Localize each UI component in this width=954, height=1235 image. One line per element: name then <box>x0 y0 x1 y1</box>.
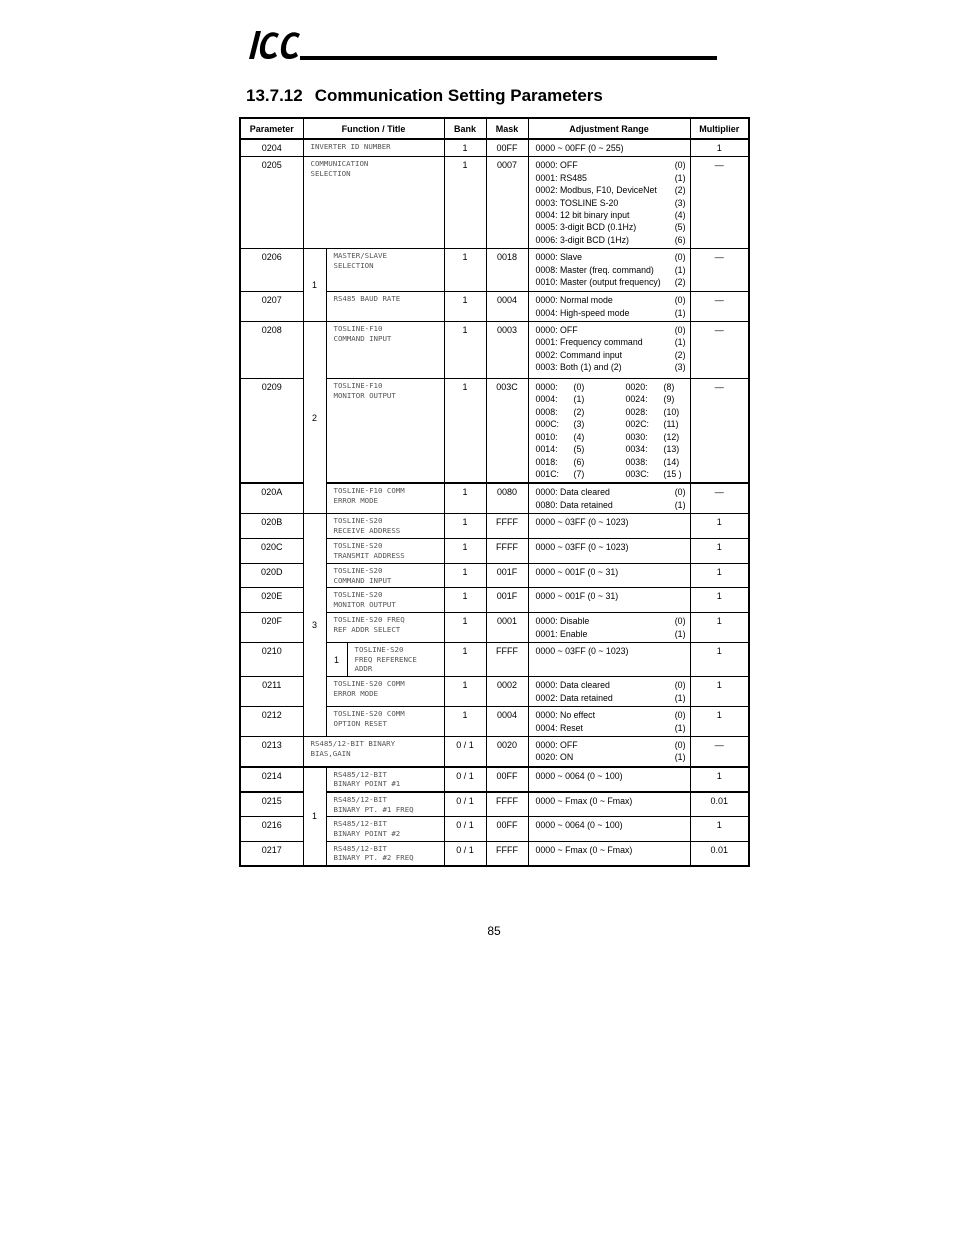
param-number: 020C <box>240 539 303 564</box>
mask-value: 0007 <box>486 157 528 249</box>
function-title: TOSLINE-S20 TRANSMIT ADDRESS <box>326 539 444 564</box>
adjustment-range <box>528 514 690 539</box>
mask-value: 00FF <box>486 139 528 157</box>
table-row <box>240 767 749 792</box>
function-title: COMMUNICATION SELECTION <box>303 157 444 249</box>
range-option-label: 0002: Data retained <box>535 692 613 703</box>
range-option <box>536 645 686 657</box>
range-option-index: (2) <box>674 349 686 360</box>
range-option-index: (0) <box>674 325 686 336</box>
range-code: 001C: <box>535 468 559 479</box>
function-title: TOSLINE-F10 COMMAND INPUT <box>326 322 444 379</box>
range-index: (0) <box>573 382 585 393</box>
range-option <box>536 795 686 807</box>
mask-value: 001F <box>486 564 528 588</box>
range-option-label: 0000 ~ Fmax (0 ~ Fmax) <box>535 795 633 806</box>
range-option <box>536 751 686 763</box>
range-option-label: 0000 ~ 0064 (0 ~ 100) <box>535 770 623 781</box>
range-option-label: 0005: 3-digit BCD (0.1Hz) <box>535 222 637 233</box>
range-option-label: 0006: 3-digit BCD (1Hz) <box>535 234 629 245</box>
table-row <box>240 514 749 539</box>
param-number: 0206 <box>240 249 303 292</box>
function-title: TOSLINE-S20 COMM ERROR MODE <box>326 677 444 707</box>
mask-value: 0001 <box>486 613 528 643</box>
bank-value: 1 <box>444 379 486 484</box>
param-number: 0211 <box>240 677 303 707</box>
multiplier-value: — <box>690 157 749 249</box>
bank-value: 1 <box>444 613 486 643</box>
range-option <box>536 615 686 627</box>
function-title: TOSLINE-F10 COMM ERROR MODE <box>326 483 444 513</box>
range-code: 0028: <box>625 406 648 417</box>
function-title: RS485/12-BIT BINARY PT. #1 FREQ <box>326 792 444 817</box>
multiplier-value: 1 <box>690 817 749 841</box>
mask-value: 00FF <box>486 767 528 792</box>
range-option <box>536 184 686 196</box>
adjustment-range <box>528 767 690 792</box>
mask-value: 0080 <box>486 483 528 513</box>
range-option-index: (1) <box>674 307 686 318</box>
header-adjustment-range: Adjustment Range <box>528 118 690 139</box>
function-title: INVERTER ID NUMBER <box>303 139 444 157</box>
function-title: MASTER/SLAVE SELECTION <box>326 249 444 292</box>
range-index: (6) <box>573 456 585 467</box>
mask-value: 0002 <box>486 677 528 707</box>
param-number: 020F <box>240 613 303 643</box>
range-option-label: 0000 ~ 00FF (0 ~ 255) <box>535 143 624 153</box>
adjustment-range <box>528 249 690 292</box>
range-option-label: 0000 ~ 001F (0 ~ 31) <box>535 567 619 578</box>
bank-value: 0 / 1 <box>444 817 486 841</box>
range-option-index: (1) <box>674 337 686 348</box>
range-option-label: 0000 ~ 0064 (0 ~ 100) <box>535 820 623 831</box>
range-option-index: (1) <box>674 264 686 275</box>
adjustment-range <box>528 613 690 643</box>
range-option-index: (4) <box>674 210 686 221</box>
range-code: 0000: <box>535 382 558 393</box>
function-title: TOSLINE-F10 MONITOR OUTPUT <box>326 379 444 484</box>
range-option-label: 0000: Disable <box>535 616 590 627</box>
range-option-label: 0000: Slave <box>535 252 582 263</box>
mask-value: FFFF <box>486 792 528 817</box>
header-parameter: Parameter <box>240 118 303 139</box>
range-code: 0030: <box>625 431 648 442</box>
range-option-label: 0000 ~ Fmax (0 ~ Fmax) <box>535 844 633 855</box>
range-option-label: 0000: Data cleared <box>535 680 610 691</box>
multiplier-value: 1 <box>690 564 749 588</box>
range-option-index: (0) <box>674 487 686 498</box>
range-option-index: (0) <box>674 739 686 750</box>
range-option-index: (1) <box>674 752 686 763</box>
range-index: (10) <box>663 406 680 417</box>
range-option <box>536 197 686 209</box>
range-index: (8) <box>663 382 675 393</box>
range-option <box>536 142 686 154</box>
multiplier-value: 1 <box>690 139 749 157</box>
range-code-cell <box>626 418 706 430</box>
range-option <box>536 172 686 184</box>
param-number: 020A <box>240 483 303 513</box>
range-option <box>536 349 686 361</box>
range-option <box>536 819 686 831</box>
range-index: (9) <box>663 394 675 405</box>
header-multiplier: Multiplier <box>690 118 749 139</box>
range-option <box>536 739 686 751</box>
range-option-index: (1) <box>674 722 686 733</box>
range-option <box>536 566 686 578</box>
range-index: (4) <box>573 431 585 442</box>
adjustment-range <box>528 792 690 817</box>
range-option-label: 0002: Modbus, F10, DeviceNet <box>535 185 657 196</box>
range-option <box>536 251 686 263</box>
multiplier-value: 0.01 <box>690 841 749 866</box>
range-index: (5) <box>573 444 585 455</box>
range-option <box>536 628 686 640</box>
header-bank: Bank <box>444 118 486 139</box>
range-option-label: 0001: Frequency command <box>535 337 643 348</box>
range-code-cell <box>536 431 626 443</box>
range-option-index: (2) <box>674 185 686 196</box>
table-row <box>240 736 749 766</box>
param-number: 0217 <box>240 841 303 866</box>
range-code: 0010: <box>535 431 558 442</box>
function-title: TOSLINE-S20 RECEIVE ADDRESS <box>326 514 444 539</box>
range-option <box>536 336 686 348</box>
multiplier-value: — <box>690 292 749 322</box>
range-code: 0020: <box>625 382 648 393</box>
bank-value: 0 / 1 <box>444 767 486 792</box>
multiplier-value: 1 <box>690 767 749 792</box>
param-number: 0209 <box>240 379 303 484</box>
bank-value: 0 / 1 <box>444 736 486 766</box>
range-code-cell <box>626 406 706 418</box>
range-option-label: 0002: Command input <box>535 349 623 360</box>
range-option <box>536 221 686 233</box>
multiplier-value: — <box>690 483 749 513</box>
multiplier-value: 1 <box>690 707 749 737</box>
range-option-label: 0000 ~ 03FF (0 ~ 1023) <box>535 646 629 657</box>
range-code-cell <box>536 443 626 455</box>
range-index: (3) <box>573 419 585 430</box>
mask-value: 0018 <box>486 249 528 292</box>
range-option <box>536 770 686 782</box>
bank-value: 0 / 1 <box>444 792 486 817</box>
range-code-cell <box>536 468 626 480</box>
range-index: (2) <box>573 406 585 417</box>
range-code-cell <box>626 468 706 480</box>
function-title: TOSLINE-S20 FREQ REFERENCE ADDR <box>347 643 444 677</box>
function-title: TOSLINE-S20 COMM OPTION RESET <box>326 707 444 737</box>
table-row <box>240 322 749 379</box>
adjustment-range <box>528 322 690 379</box>
range-code: 0024: <box>625 394 648 405</box>
range-option-label: 0010: Master (output frequency) <box>535 277 661 288</box>
function-title: RS485/12-BIT BINARY POINT #1 <box>326 767 444 792</box>
range-option-label: 0000: No effect <box>535 710 596 721</box>
param-number: 0207 <box>240 292 303 322</box>
range-option-label: 0020: ON <box>535 752 574 763</box>
range-option-index: (0) <box>674 616 686 627</box>
multiplier-value: 1 <box>690 613 749 643</box>
param-number: 0205 <box>240 157 303 249</box>
param-number: 0213 <box>240 736 303 766</box>
function-title: RS485/12-BIT BINARY PT. #2 FREQ <box>326 841 444 866</box>
multiplier-value: 1 <box>690 643 749 677</box>
range-option <box>536 844 686 856</box>
mask-value: FFFF <box>486 514 528 539</box>
adjustment-range <box>528 539 690 564</box>
adjustment-range <box>528 677 690 707</box>
param-number: 0208 <box>240 322 303 379</box>
param-number: 020D <box>240 564 303 588</box>
bank-value: 1 <box>444 157 486 249</box>
range-code: 0038: <box>625 456 648 467</box>
param-number: 0214 <box>240 767 303 792</box>
range-code: 000C: <box>535 419 559 430</box>
range-option-index: (3) <box>674 197 686 208</box>
range-code-cell <box>536 456 626 468</box>
adjustment-range <box>528 564 690 588</box>
function-title: RS485/12-BIT BINARY BIAS,GAIN <box>303 736 444 766</box>
range-option <box>536 590 686 602</box>
range-option-label: 0004: 12 bit binary input <box>535 210 630 221</box>
range-option <box>536 264 686 276</box>
range-index: (7) <box>573 468 585 479</box>
function-title: RS485/12-BIT BINARY POINT #2 <box>326 817 444 841</box>
mask-value: 003C <box>486 379 528 484</box>
function-title: TOSLINE-S20 FREQ REF ADDR SELECT <box>326 613 444 643</box>
range-option-label: 0003: TOSLINE S-20 <box>535 197 619 208</box>
bank-value: 1 <box>444 139 486 157</box>
bank-group-label: 1 <box>303 249 326 322</box>
range-code-cell <box>626 381 706 393</box>
section-title-text: Communication Setting Parameters <box>314 86 603 105</box>
range-option <box>536 324 686 336</box>
range-code: 003C: <box>625 468 649 479</box>
multiplier-value: 1 <box>690 514 749 539</box>
range-option <box>536 709 686 721</box>
multiplier-value: 1 <box>690 539 749 564</box>
range-index: (13) <box>663 444 680 455</box>
range-code: 0008: <box>535 406 558 417</box>
multiplier-value: 0.01 <box>690 792 749 817</box>
mask-value: 0004 <box>486 292 528 322</box>
range-option-label: 0003: Both (1) and (2) <box>535 362 622 373</box>
range-option-label: 0000: OFF <box>535 160 578 171</box>
mask-value: 00FF <box>486 817 528 841</box>
range-option-index: (2) <box>674 277 686 288</box>
range-option-index: (0) <box>674 160 686 171</box>
range-option-index: (1) <box>674 692 686 703</box>
range-option <box>536 234 686 246</box>
multiplier-value: — <box>690 322 749 379</box>
header-function-title: Function / Title <box>303 118 444 139</box>
param-number: 0216 <box>240 817 303 841</box>
range-option-label: 0000 ~ 001F (0 ~ 31) <box>535 591 619 602</box>
range-option <box>536 516 686 528</box>
adjustment-range <box>528 483 690 513</box>
range-code-grid <box>536 381 686 480</box>
range-option <box>536 276 686 288</box>
adjustment-range <box>528 292 690 322</box>
table-row <box>240 139 749 157</box>
range-option-label: 0001: RS485 <box>535 172 587 183</box>
multiplier-value: — <box>690 736 749 766</box>
function-title: TOSLINE-S20 COMMAND INPUT <box>326 564 444 588</box>
adjustment-range <box>528 139 690 157</box>
range-code-cell <box>626 443 706 455</box>
bank-value: 1 <box>444 643 486 677</box>
multiplier-value: 1 <box>690 588 749 613</box>
adjustment-range <box>528 817 690 841</box>
bank-value: 1 <box>444 588 486 613</box>
range-option <box>536 361 686 373</box>
range-code-cell <box>626 431 706 443</box>
param-number: 0212 <box>240 707 303 737</box>
bank-subgroup-label: 1 <box>326 643 347 677</box>
range-code-cell <box>536 381 626 393</box>
range-option-index: (1) <box>674 628 686 639</box>
adjustment-range <box>528 736 690 766</box>
mask-value: FFFF <box>486 643 528 677</box>
range-option-label: 0008: Master (freq. command) <box>535 264 654 275</box>
range-option-index: (0) <box>674 680 686 691</box>
mask-value: 001F <box>486 588 528 613</box>
mask-value: 0020 <box>486 736 528 766</box>
range-option-label: 0000 ~ 03FF (0 ~ 1023) <box>535 517 629 528</box>
bank-group-label: 2 <box>303 322 326 514</box>
adjustment-range <box>528 643 690 677</box>
function-title: TOSLINE-S20 MONITOR OUTPUT <box>326 588 444 613</box>
range-option <box>536 692 686 704</box>
bank-group-label: 3 <box>303 514 326 737</box>
mask-value: FFFF <box>486 539 528 564</box>
bank-value: 1 <box>444 292 486 322</box>
multiplier-value: — <box>690 249 749 292</box>
function-title: RS485 BAUD RATE <box>326 292 444 322</box>
range-option-index: (0) <box>674 710 686 721</box>
range-option <box>536 159 686 171</box>
table-row <box>240 249 749 292</box>
range-option <box>536 541 686 553</box>
range-option-index: (3) <box>674 362 686 373</box>
range-option-label: 0004: High-speed mode <box>535 307 630 318</box>
range-option-index: (6) <box>674 234 686 245</box>
range-option-index: (1) <box>674 172 686 183</box>
mask-value: 0004 <box>486 707 528 737</box>
param-number: 0210 <box>240 643 303 677</box>
bank-value: 1 <box>444 483 486 513</box>
range-code-cell <box>536 393 626 405</box>
table-header-row <box>240 118 749 139</box>
bank-group-label: 1 <box>303 767 326 866</box>
range-option-label: 0004: Reset <box>535 722 583 733</box>
range-code-cell <box>536 418 626 430</box>
section-title <box>246 86 603 106</box>
range-index: (12) <box>663 431 680 442</box>
range-option <box>536 486 686 498</box>
range-code-cell <box>626 393 706 405</box>
range-option <box>536 307 686 319</box>
adjustment-range <box>528 707 690 737</box>
table-row <box>240 157 749 249</box>
range-code: 0004: <box>535 394 558 405</box>
range-option-index: (1) <box>674 499 686 510</box>
range-option-label: 0000: Data cleared <box>535 487 610 498</box>
bank-value: 0 / 1 <box>444 841 486 866</box>
mask-value: FFFF <box>486 841 528 866</box>
multiplier-value: 1 <box>690 677 749 707</box>
range-option-index: (0) <box>674 295 686 306</box>
range-code: 0034: <box>625 444 648 455</box>
bank-value: 1 <box>444 539 486 564</box>
range-option <box>536 499 686 511</box>
bank-value: 1 <box>444 514 486 539</box>
header-rule <box>300 56 717 60</box>
range-option-index: (0) <box>674 252 686 263</box>
range-option-label: 0000: Normal mode <box>535 295 613 306</box>
range-code-cell <box>536 406 626 418</box>
mask-value: 0003 <box>486 322 528 379</box>
bank-value: 1 <box>444 707 486 737</box>
page-number: 85 <box>487 924 501 938</box>
adjustment-range <box>528 157 690 249</box>
range-option-label: 0000: OFF <box>535 325 578 336</box>
section-number: 13.7.12 <box>246 86 303 105</box>
param-number: 020B <box>240 514 303 539</box>
bank-value: 1 <box>444 322 486 379</box>
param-number: 020E <box>240 588 303 613</box>
range-option-label: 0001: Enable <box>535 628 588 639</box>
range-option <box>536 209 686 221</box>
range-option-label: 0080: Data retained <box>535 499 613 510</box>
range-index: (11) <box>663 419 679 430</box>
range-code-cell <box>626 456 706 468</box>
range-code: 0018: <box>535 456 558 467</box>
param-number: 0215 <box>240 792 303 817</box>
bank-value: 1 <box>444 249 486 292</box>
adjustment-range <box>528 588 690 613</box>
range-index: (15 ) <box>663 468 682 479</box>
range-index: (14) <box>663 456 680 467</box>
range-option-label: 0000: OFF <box>535 739 578 750</box>
bank-value: 1 <box>444 677 486 707</box>
range-code: 0014: <box>535 444 558 455</box>
range-code: 002C: <box>625 419 649 430</box>
adjustment-range <box>528 841 690 866</box>
range-option-label: 0000 ~ 03FF (0 ~ 1023) <box>535 542 629 553</box>
param-number: 0204 <box>240 139 303 157</box>
parameter-table <box>239 117 750 867</box>
range-index: (1) <box>573 394 585 405</box>
icc-logo <box>246 28 302 62</box>
multiplier-value: — <box>690 379 749 484</box>
range-option-index: (5) <box>674 222 686 233</box>
range-option <box>536 294 686 306</box>
header-mask: Mask <box>486 118 528 139</box>
range-option <box>536 679 686 691</box>
range-option <box>536 722 686 734</box>
adjustment-range <box>528 379 690 484</box>
bank-value: 1 <box>444 564 486 588</box>
